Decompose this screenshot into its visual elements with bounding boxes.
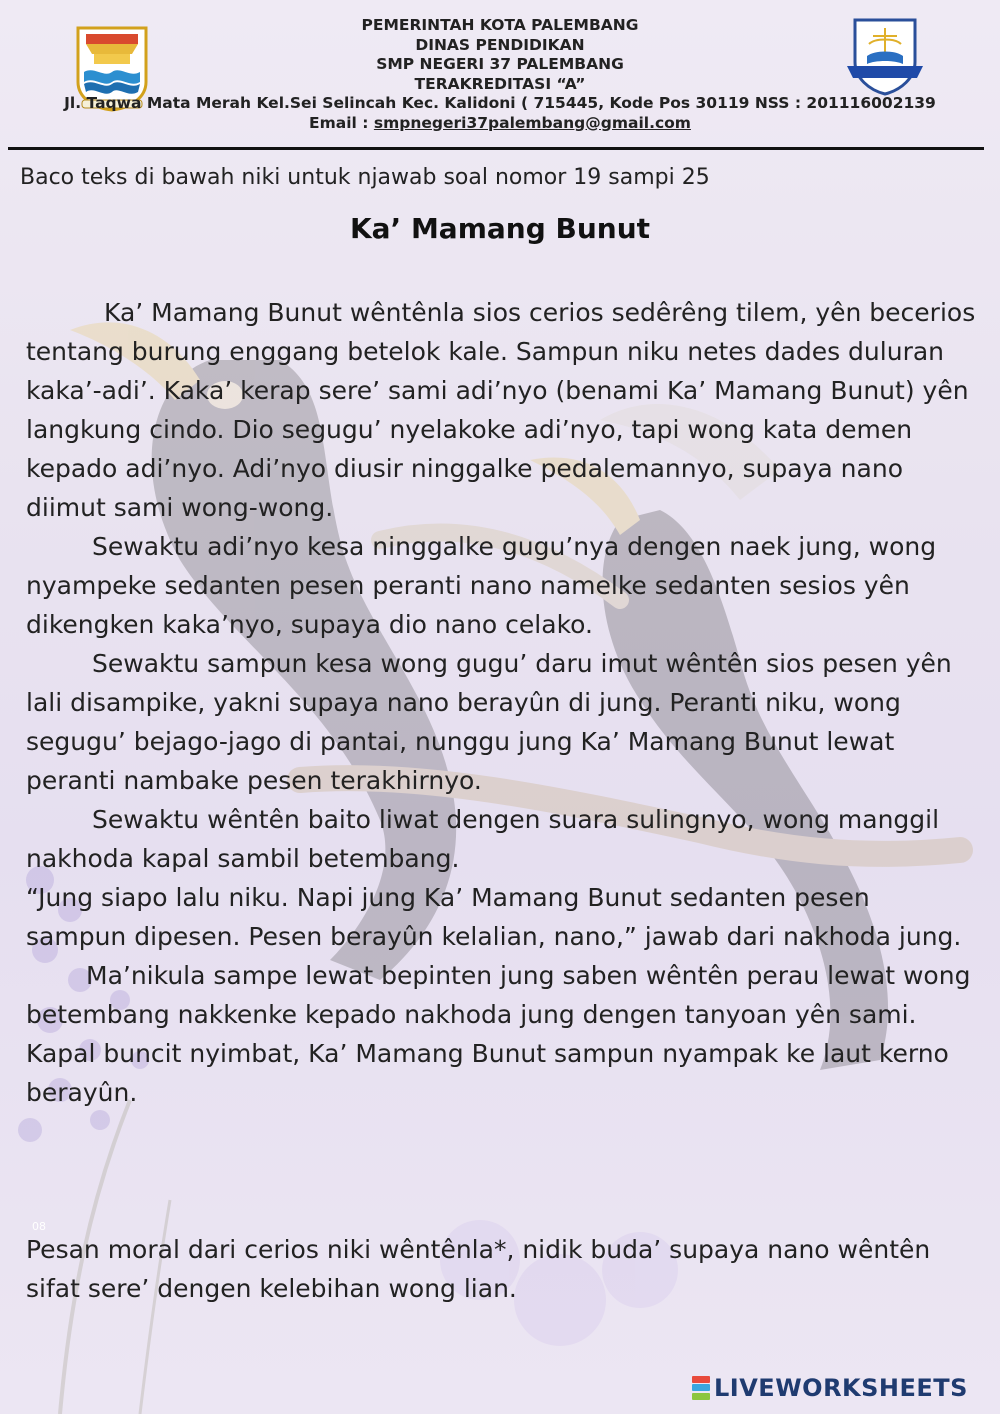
- reading-instruction: Baco teks di bawah niki untuk njawab soal nomor 19 sampi 25: [20, 165, 710, 190]
- school-address: Jl. Taqwa Mata Merah Kel.Sei Selincah Kec. Kalidoni ( 715445, Kode Pos 30119 NSS : 201116002139: [64, 94, 936, 112]
- letterhead: [0, 0, 1000, 150]
- moral-message: Pesan moral dari cerios niki wêntênla*, nidik buda’ supaya nano wêntên sifat sere’ dengen kelebihan wong lian.: [26, 1235, 931, 1303]
- paragraph: Sewaktu sampun kesa wong gugu’ daru imut wêntên sios pesen yên lali disampike, yakni supaya nano berayûn di jung. Peranti niku, wong segugu’ bejago-jago di pantai, nunggu jung Ka’ Mamang Bunut lewat peranti nambake pesen terakhirnyo.: [26, 649, 952, 795]
- email-label: Email :: [309, 113, 374, 132]
- paragraph: “Jung siapo lalu niku. Napi jung Ka’ Mamang Bunut sedanten pesen sampun dipesen. Pesen berayûn kelalian, nano,” jawab dari nakhoda jung.: [26, 883, 962, 951]
- story-title: Ka’ Mamang Bunut: [349, 212, 651, 245]
- paragraph: Sewaktu wêntên baito liwat dengen suara sulingnyo, wong manggil nakhoda kapal sambil betembang.: [26, 805, 940, 873]
- paragraph: Sewaktu adi’nyo kesa ninggalke gugu’nya dengen naek jung, wong nyampeke sedanten pesen peranti nano namelke sedanten sesios yên dikengken kaka’nyo, supaya dio nano celako.: [26, 532, 937, 639]
- school-crest-icon: [843, 14, 927, 98]
- email-line: [0, 114, 1000, 134]
- page-mark: 08: [32, 1220, 46, 1233]
- liveworksheets-text: LIVEWORKSHEETS: [714, 1374, 968, 1402]
- liveworksheets-watermark: [692, 1374, 968, 1402]
- accreditation: TERAKREDITASI “A”: [414, 74, 586, 93]
- department-name: DINAS PENDIDIKAN: [415, 35, 585, 54]
- email-link[interactable]: smpnegeri37palembang@gmail.com: [373, 113, 691, 132]
- liveworksheets-logo-icon: [692, 1376, 710, 1400]
- school-name: SMP NEGERI 37 PALEMBANG: [376, 55, 624, 73]
- story-body: [26, 293, 976, 1112]
- paragraph: Ma’nikula sampe lewat bepinten jung saben wêntên perau lewat wong betembang nakkenke kepado nakhoda jung dengen tanyoan yên sami. Kapal buncit nyimbat, Ka’ Mamang Bunut sampun nyampak ke laut kerno berayûn.: [26, 961, 971, 1107]
- paragraph: Ka’ Mamang Bunut wêntênla sios cerios sedêrêng tilem, yên becerios tentang burung enggang betelok kale. Sampun niku netes dades duluran kaka’-adi’. Kaka’ kerap sere’ sami adi’nyo (benami Ka’ Mamang Bunut) yên langkung cindo. Dio segugu’ nyelakoke adi’nyo, tapi wong kata demen kepado adi’nyo. Adi’nyo diusir ninggalke pedalemannyo, supaya nano diimut sami wong-wong.: [26, 298, 976, 522]
- government-name: PEMERINTAH KOTA PALEMBANG: [361, 16, 639, 34]
- header-divider: [8, 147, 984, 150]
